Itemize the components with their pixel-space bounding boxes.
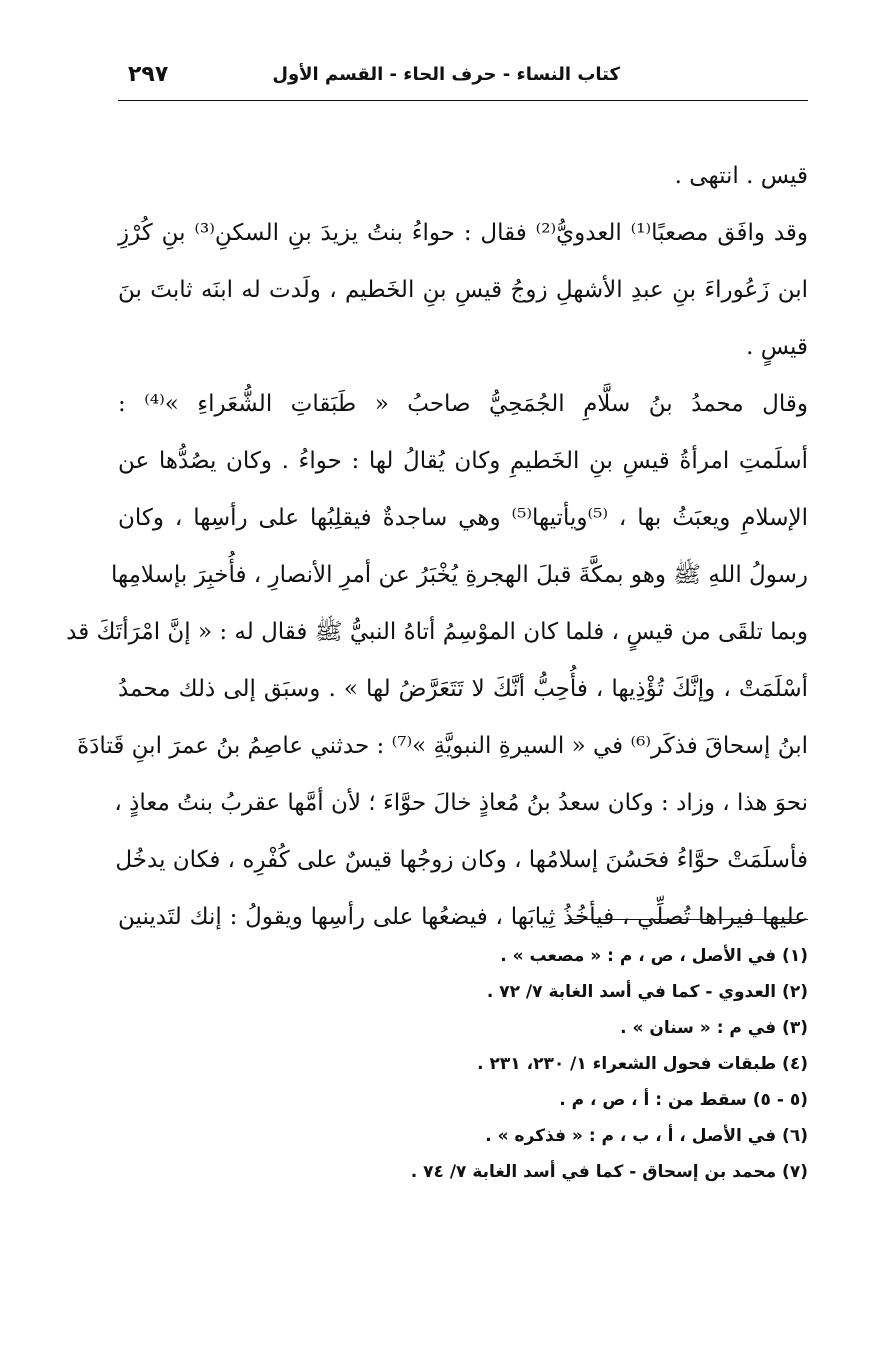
footnote: (٣) في م : « سنان » .	[620, 1018, 808, 1038]
text-line: قيسٍ .	[746, 334, 808, 360]
running-header	[118, 62, 808, 96]
text-line: رسولُ اللهِ ﷺ وهو بمكَّةَ قبلَ الهجرةِ يُخْبَرُ عن أمرِ الأنصارِ ، فأُخبِرَ بإسلامِها	[110, 562, 808, 588]
text-line: نحوَ هذا ، وزاد : وكان سعدُ بنُ مُعاذٍ خالَ حوَّاءَ ؛ لأن أمَّها عقربُ بنتُ معاذٍ ،	[114, 790, 808, 816]
text-line: وقال محمدُ بنُ سلَّامِ الجُمَحِيُّ صاحبُ « طَبَقاتِ الشُّعَراءِ »⁽⁴⁾ :	[118, 391, 808, 417]
footnotes	[118, 938, 808, 1190]
text-line: ابنُ إسحاقَ فذكَر⁽⁶⁾ في « السيرةِ النبويَّةِ »⁽⁷⁾ : حدثني عاصِمُ بنُ عمرَ ابنِ قَتادَةَ	[77, 733, 808, 759]
text-line: عليها فيراها تُصلِّي ، فيأخُذُ ثِيابَها ، فيضعُها على رأسِها ويقولُ : إنك لتَدينين	[118, 904, 808, 930]
text-line: وبما تلقَى من قيسٍ ، فلما كان الموْسِمُ أتاهُ النبيُّ ﷺ فقال له : « إنَّ امْرَأتَكَ قد	[66, 619, 808, 645]
text-line: الإسلامِ ويعبَثُ بها ، ⁽⁵⁾ويأتيها⁽⁵⁾ وهي ساجدةٌ فيقلِبُها على رأسِها ، وكان	[118, 505, 808, 531]
header-rule	[118, 100, 808, 101]
footnote: (٥ - ٥) سقط من : أ ، ص ، م .	[559, 1090, 808, 1110]
footnote: (١) في الأصل ، ص ، م : « مصعب » .	[500, 946, 808, 966]
text-line: أسلَمتِ امرأةُ قيسِ بنِ الخَطيمِ وكان يُقالُ لها : حواءُ . وكان يصُدُّها عن	[118, 448, 808, 474]
footnote-rule	[568, 919, 808, 920]
header-title: كتاب النساء - حرف الحاء - القسم الأول	[272, 64, 620, 85]
footnote: (٤) طبقات فحول الشعراء ١/ ٢٣٠، ٢٣١ .	[477, 1054, 808, 1074]
text-line: أسْلَمَتْ ، وإنَّكَ تُؤْذِيها ، فأُحِبُّ أنَّكَ لا تَتَعَرَّضُ لها » . وسبَق إلى ذلك محمدُ	[118, 676, 808, 702]
text-line: وقد وافَق مصعبًا⁽¹⁾ العدويُّ⁽²⁾ فقال : حواءُ بنتُ يزيدَ بنِ السكنِ⁽³⁾ بنِ كُرْزِ	[118, 220, 808, 246]
footnote: (٢) العدوي - كما في أسد الغابة ٧/ ٧٢ .	[486, 982, 808, 1002]
text-line: فأسلَمَتْ حوَّاءُ فحَسُنَ إسلامُها ، وكان زوجُها قيسٌ على كُفْرِه ، فكان يدخُل	[115, 847, 808, 873]
main-text	[66, 148, 808, 946]
text-line: ابن زَعُوراءَ بنِ عبدِ الأشهلِ زوجُ قيسِ بنِ الخَطيم ، ولَدت له ابنَه ثابتَ بنَ	[118, 277, 808, 303]
footnote: (٧) محمد بن إسحاق - كما في أسد الغابة ٧/ ٧٤ .	[410, 1162, 808, 1182]
page-number: ٢٩٧	[128, 62, 169, 87]
text-line: قيس . انتهى .	[674, 163, 808, 189]
footnote: (٦) في الأصل ، أ ، ب ، م : « فذكره » .	[485, 1126, 808, 1146]
